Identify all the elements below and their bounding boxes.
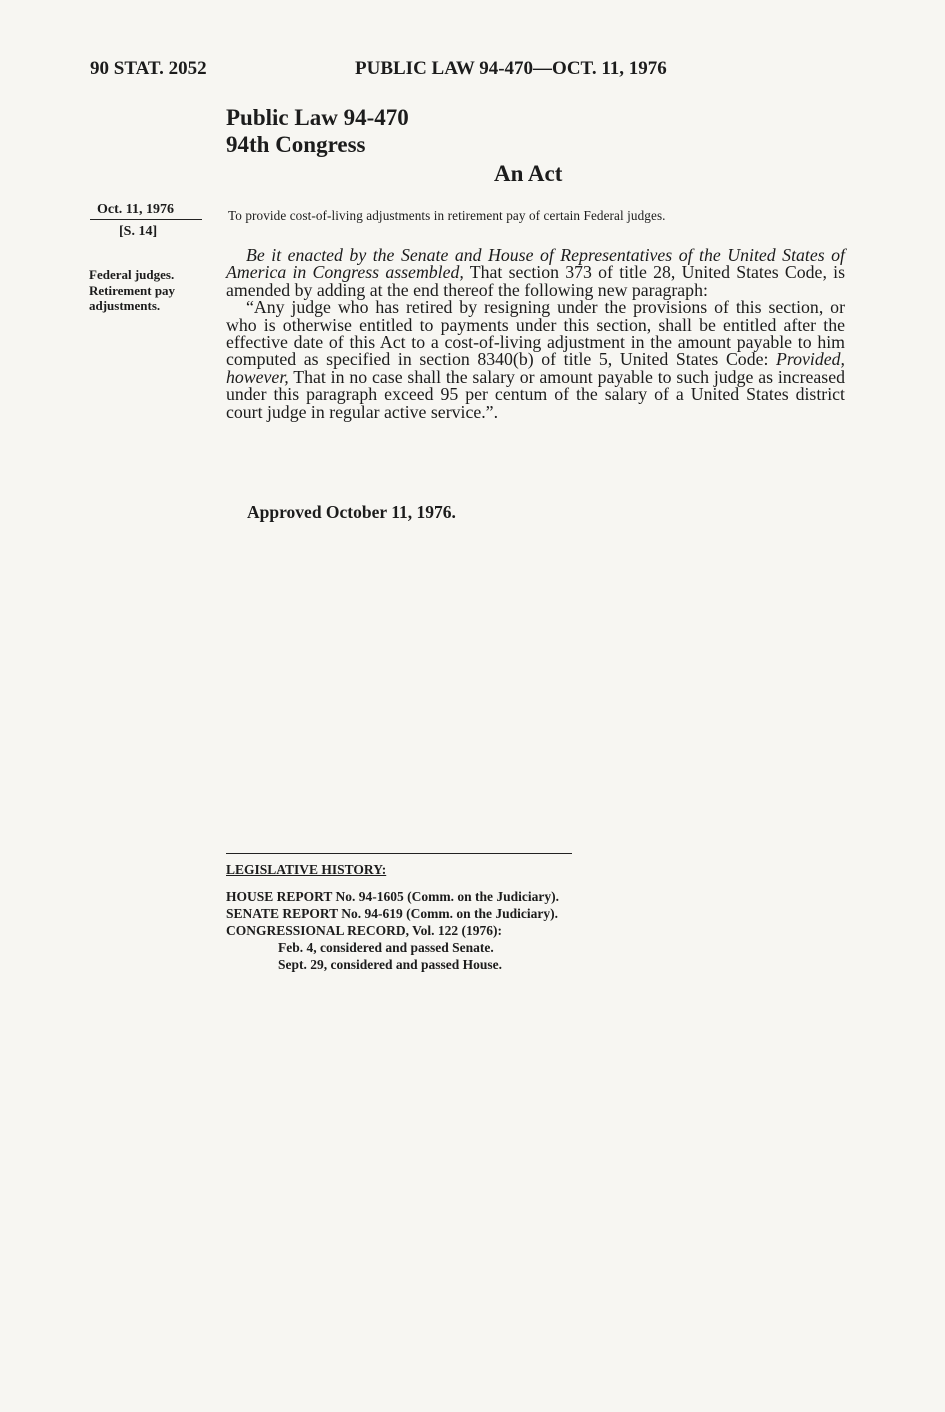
act-body <box>226 247 845 421</box>
enacting-paragraph <box>226 247 845 299</box>
history-line: CONGRESSIONAL RECORD, Vol. 122 (1976): <box>226 923 503 938</box>
history-line: SENATE REPORT No. 94-619 (Comm. on the Judiciary). <box>226 906 559 921</box>
record-entry: Feb. 4, considered and passed Senate. <box>278 940 494 955</box>
act-heading: An Act <box>494 161 563 186</box>
footnote-divider <box>226 853 572 854</box>
legislative-history <box>226 861 559 973</box>
approval-date: Approved October 11, 1976. <box>247 502 456 522</box>
page-reference: 90 STAT. 2052 <box>90 58 207 79</box>
running-title: PUBLIC LAW 94-470—OCT. 11, 1976 <box>355 58 667 79</box>
side-note-line: Retirement pay <box>89 282 176 298</box>
enacting-clause: Be it enacted by the Senate and House of Representatives of the United States of America in Congress assembled, <box>226 245 845 283</box>
congress-number: 94th Congress <box>226 132 366 157</box>
enacting-text: That section 373 of title 28, United States Code, is amended by adding at the end thereof the following new paragraph: <box>226 262 846 300</box>
margin-divider <box>90 219 202 220</box>
act-purpose: To provide cost-of-living adjustments in retirement pay of certain Federal judges. <box>228 208 666 223</box>
bill-number: [S. 14] <box>119 224 158 239</box>
title-block <box>226 104 409 158</box>
amendment-paragraph <box>226 299 845 421</box>
history-line: HOUSE REPORT No. 94-1605 (Comm. on the Judiciary). <box>226 889 560 904</box>
side-note-line: Federal judges. <box>89 267 175 282</box>
amendment-text-2: That in no case shall the salary or amount payable to such judge as increased under this paragraph exceed 95 per centum of the salary of a United States district court judge in regular active service.”. <box>226 366 845 422</box>
proviso: Provided, however, <box>226 349 845 387</box>
law-number: Public Law 94-470 <box>226 105 409 130</box>
amendment-text-1: “Any judge who has retired by resigning under the provisions of this section, or who is otherwise entitled to payments under this section, shall be entitled after the effective date of this Act to a cost-of-living adjustment in the amount payable to him computed as specified in section 8340(b) of title 5, United States Code: <box>226 297 845 370</box>
margin-date: Oct. 11, 1976 <box>97 202 174 217</box>
legislative-history-heading: LEGISLATIVE HISTORY: <box>226 862 387 877</box>
record-entry: Sept. 29, considered and passed House. <box>278 957 503 972</box>
side-note <box>89 267 209 314</box>
side-note-line: adjustments. <box>89 298 161 313</box>
